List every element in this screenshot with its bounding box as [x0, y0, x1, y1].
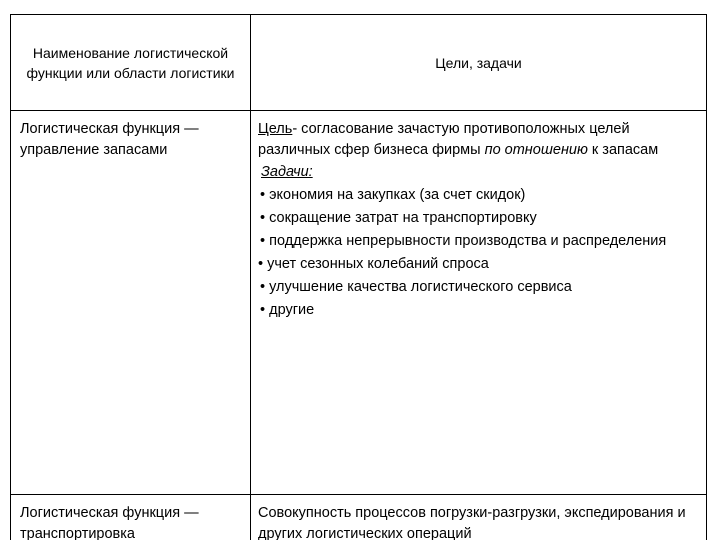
table-row [11, 495, 707, 540]
goal-label: Цель [258, 121, 293, 137]
tasks-title: Задачи: [261, 164, 313, 180]
list-item: • учет сезонных колебаний спроса [258, 256, 489, 272]
logistics-table [10, 14, 707, 540]
header-goals-tasks-text: Цели, задачи [435, 54, 522, 71]
table-header-row [11, 15, 707, 111]
goals-cell [251, 495, 707, 540]
goal-text: - согласование зачастую противоположных целей различных сфер бизнеса фирмы [258, 121, 630, 158]
list-item: • поддержка непрерывности производства и распределения [260, 233, 667, 249]
function-cell [11, 111, 251, 494]
goal-text-end: к запасам [587, 142, 659, 158]
goals-cell [251, 111, 707, 494]
process-description: Совокупность процессов погрузки-разгрузки, экспедирования и других логистических операций [258, 505, 686, 540]
list-item: • экономия на закупках (за счет скидок) [260, 187, 526, 203]
function-name: Логистическая функция — управление запасами [20, 121, 199, 158]
function-name: Логистическая функция — транспортировка [20, 505, 199, 540]
goal-paragraph [258, 121, 658, 158]
header-function-name-text: Наименование логистической функции или области логистики [26, 44, 235, 81]
list-item: • улучшение качества логистического сервиса [260, 279, 572, 295]
list-item: • сокращение затрат на транспортировку [260, 210, 537, 226]
function-cell [11, 495, 251, 540]
header-goals-tasks [251, 15, 707, 110]
table-row [11, 111, 707, 495]
list-item: • другие [260, 302, 315, 318]
goal-text-italic: по отношению [484, 142, 588, 158]
header-function-name [11, 15, 251, 110]
